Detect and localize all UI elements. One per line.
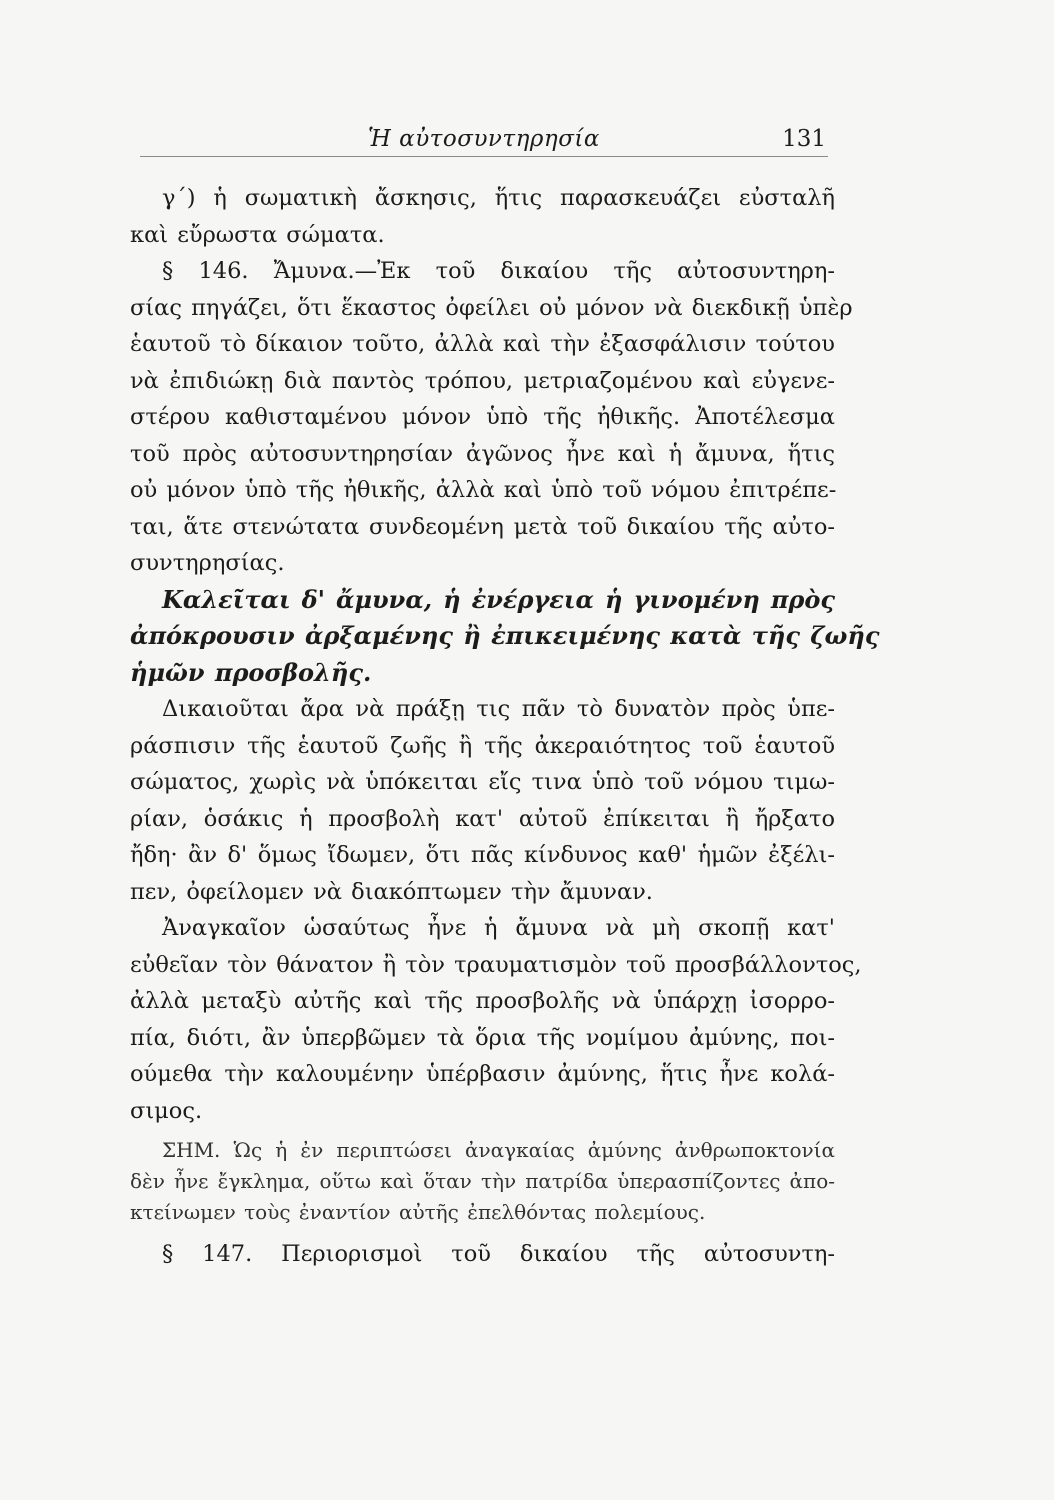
text-line: Ἀναγκαῖον ὡσαύτως ἦνε ἡ ἄμυνα νὰ μὴ σκοπῇ κατ'	[162, 915, 835, 941]
definition-line: ἀπόκρουσιν ἀρξαμένης ἢ ἐπικειμένης κατὰ τῆς ζωῆς	[130, 621, 880, 650]
text-line: συντηρησίας.	[130, 550, 285, 576]
section-heading-147: § 147. Περιορισμοὶ τοῦ δικαίου τῆς αὐτοσυντη-	[162, 1241, 835, 1267]
text-line: γ΄) ἡ σωματικὴ ἄσκησις, ἥτις παρασκευάζει εὐσταλῆ	[162, 185, 835, 211]
text-line: οὐ μόνον ὑπὸ τῆς ἠθικῆς, ἀλλὰ καὶ ὑπὸ τοῦ νόμου ἐπιτρέπε-	[130, 477, 837, 503]
page-number: 131	[782, 126, 826, 152]
note-line: δὲν ἦνε ἔγκλημα, οὕτω καὶ ὅταν τὴν πατρίδα ὑπερασπίζοντες ἀπο-	[130, 1169, 835, 1193]
text-line: στέρου καθισταμένου μόνον ὑπὸ τῆς ἠθικῆς. Ἀποτέλεσμα	[130, 404, 835, 430]
section-heading-146: § 146. Ἄμυνα.—Ἐκ τοῦ δικαίου τῆς αὐτοσυντηρη-	[162, 258, 835, 284]
text-line: καὶ εὔρωστα σώματα.	[130, 221, 385, 248]
running-title: Ἡ αὐτοσυντηρησία	[368, 126, 600, 152]
note-line: ΣΗΜ. Ὡς ἡ ἐν περιπτώσει ἀναγκαίας ἀμύνης ἀνθρωποκτονία	[162, 1138, 835, 1162]
definition-line: ἡμῶν προσβολῆς.	[130, 657, 372, 687]
text-line: ἀλλὰ μεταξὺ αὐτῆς καὶ τῆς προσβολῆς νὰ ὑπάρχῃ ἰσορρο-	[130, 988, 835, 1014]
body-text	[130, 180, 880, 1273]
text-line: ράσπισιν τῆς ἑαυτοῦ ζωῆς ἢ τῆς ἀκεραιότητος τοῦ ἑαυτοῦ	[130, 732, 835, 759]
text-line: σιμος.	[130, 1097, 203, 1124]
text-line: πία, διότι, ἂν ὑπερβῶμεν τὰ ὅρια τῆς νομίμου ἀμύνης, ποι-	[130, 1024, 835, 1051]
text-line: ρίαν, ὁσάκις ἡ προσβολὴ κατ' αὐτοῦ ἐπίκειται ἢ ἤρξατο	[130, 805, 835, 832]
text-line: πεν, ὀφείλομεν νὰ διακόπτωμεν τὴν ἄμυναν.	[130, 878, 653, 905]
text-line: τοῦ πρὸς αὐτοσυντηρησίαν ἀγῶνος ἦνε καὶ ἡ ἄμυνα, ἥτις	[130, 440, 835, 467]
text-line: ούμεθα τὴν καλουμένην ὑπέρβασιν ἀμύνης, ἥτις ἦνε κολά-	[130, 1061, 835, 1087]
spacer	[130, 1228, 835, 1236]
text-line: σώματος, χωρὶς νὰ ὑπόκειται εἴς τινα ὑπὸ τοῦ νόμου τιμω-	[130, 769, 835, 795]
text-line: εὐθεῖαν τὸν θάνατον ἢ τὸν τραυματισμὸν τοῦ προσβάλλοντος,	[130, 951, 862, 978]
definition-line: Καλεῖται δ' ἄμυνα, ἡ ἐνέργεια ἡ γινομένη πρὸς	[162, 584, 835, 614]
text-line: ἑαυτοῦ τὸ δίκαιον τοῦτο, ἀλλὰ καὶ τὴν ἐξασφάλισιν τούτου	[130, 331, 835, 357]
running-header	[140, 120, 828, 157]
note-line: κτείνωμεν τοὺς ἐναντίον αὐτῆς ἐπελθόντας πολεμίους.	[130, 1200, 706, 1224]
text-line: σίας πηγάζει, ὅτι ἕκαστος ὀφείλει οὐ μόνον νὰ διεκδικῇ ὑπὲρ	[130, 294, 853, 321]
text-line: ἤδη· ἂν δ' ὅμως ἴδωμεν, ὅτι πᾶς κίνδυνος καθ' ἡμῶν ἐξέλι-	[130, 842, 835, 868]
text-line: Δικαιοῦται ἄρα νὰ πράξῃ τις πᾶν τὸ δυνατὸν πρὸς ὑπε-	[162, 696, 835, 722]
text-line: νὰ ἐπιδιώκῃ διὰ παντὸς τρόπου, μετριαζομένου καὶ εὐγενε-	[130, 367, 835, 394]
text-line: ται, ἅτε στενώτατα συνδεομένη μετὰ τοῦ δικαίου τῆς αὐτο-	[130, 513, 835, 540]
